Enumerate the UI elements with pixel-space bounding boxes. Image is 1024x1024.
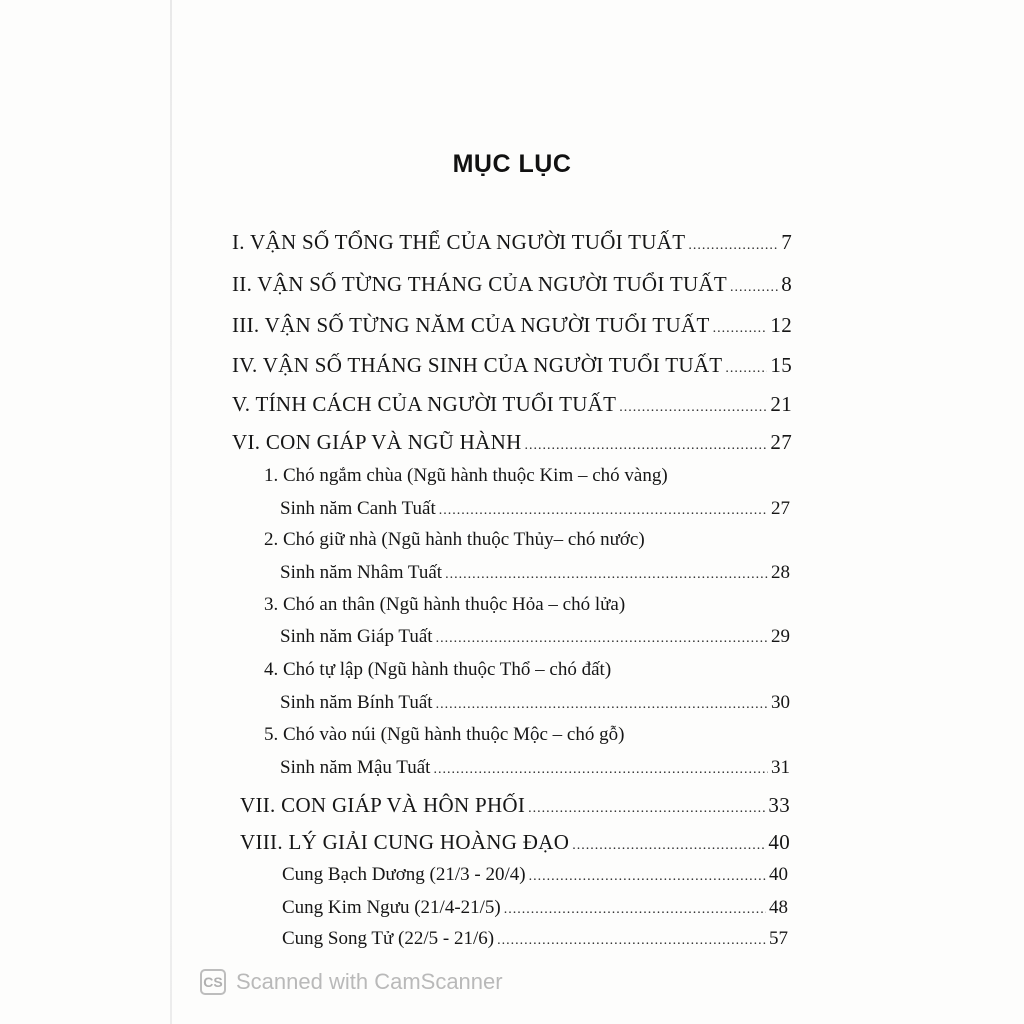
toc-entry-page: 31 bbox=[771, 757, 790, 778]
toc-entry-label: VI. CON GIÁP VÀ NGŨ HÀNH bbox=[232, 430, 522, 454]
toc-leader-dots bbox=[619, 400, 767, 416]
camscanner-logo-icon: CS bbox=[200, 969, 226, 995]
toc-leader-dots bbox=[713, 321, 768, 337]
toc-entry-label: II. VẬN SỐ TỪNG THÁNG CỦA NGƯỜI TUỔI TUẤT bbox=[232, 272, 728, 296]
toc-subentry-heading: 5. Chó vào núi (Ngũ hành thuộc Mộc – chó gỗ) bbox=[264, 724, 625, 745]
toc-entry bbox=[232, 313, 792, 338]
toc-leader-dots bbox=[433, 762, 768, 778]
toc-entry-label: Cung Kim Ngưu (21/4-21/5) bbox=[282, 897, 501, 918]
toc-leader-dots bbox=[436, 697, 768, 713]
toc-entry bbox=[232, 430, 792, 455]
toc-entry-label: V. TÍNH CÁCH CỦA NGƯỜI TUỔI TUẤT bbox=[232, 392, 617, 416]
toc-leader-dots bbox=[436, 631, 768, 647]
toc-subentry-heading: 3. Chó an thân (Ngũ hành thuộc Hỏa – chó lửa) bbox=[264, 594, 626, 615]
toc-leader-dots bbox=[529, 869, 766, 885]
toc-leader-dots bbox=[525, 438, 768, 454]
toc-subentry-heading: 2. Chó giữ nhà (Ngũ hành thuộc Thủy– chó nước) bbox=[264, 529, 645, 550]
toc-leader-dots bbox=[725, 361, 767, 377]
toc-entry-label: VII. CON GIÁP VÀ HÔN PHỐI bbox=[240, 793, 526, 817]
toc-entry bbox=[240, 793, 790, 818]
toc-entry-page: 8 bbox=[781, 272, 792, 296]
toc-subentry bbox=[280, 498, 790, 520]
toc-leader-dots bbox=[688, 238, 778, 254]
toc-leader-dots bbox=[504, 902, 766, 918]
page-title: MỤC LỤC bbox=[452, 150, 572, 178]
toc-entry-page: 12 bbox=[770, 313, 792, 337]
toc-entry-page: 27 bbox=[770, 430, 792, 454]
toc-subentry bbox=[280, 626, 790, 648]
toc-entry-label: Cung Song Tử (22/5 - 21/6) bbox=[282, 928, 495, 949]
toc-entry-label: Cung Bạch Dương (21/3 - 20/4) bbox=[282, 864, 526, 885]
toc-entry bbox=[232, 392, 792, 417]
toc-leader-dots bbox=[730, 280, 778, 296]
watermark-text: Scanned with CamScanner bbox=[236, 969, 503, 994]
toc-entry-label: IV. VẬN SỐ THÁNG SINH CỦA NGƯỜI TUỔI TUẤT bbox=[232, 353, 723, 377]
toc-entry-label: Sinh năm Bính Tuất bbox=[280, 692, 433, 713]
toc-subentry bbox=[282, 928, 788, 950]
toc-entry-label: Sinh năm Mậu Tuất bbox=[280, 757, 431, 778]
camscanner-watermark bbox=[200, 969, 503, 995]
toc-entry bbox=[232, 230, 792, 255]
toc-leader-dots bbox=[445, 567, 768, 583]
toc-leader-dots bbox=[497, 933, 766, 949]
toc-leader-dots bbox=[572, 838, 765, 854]
toc-entry-label: I. VẬN SỐ TỔNG THỂ CỦA NGƯỜI TUỔI TUẤT bbox=[232, 230, 686, 254]
toc-entry-page: 21 bbox=[770, 392, 792, 416]
toc-entry-label: Sinh năm Canh Tuất bbox=[280, 498, 436, 519]
toc-entry-page: 40 bbox=[768, 830, 790, 854]
toc-leader-dots bbox=[439, 503, 768, 519]
toc-entry-page: 30 bbox=[771, 692, 790, 713]
toc-entry-page: 28 bbox=[771, 562, 790, 583]
toc-leader-dots bbox=[528, 801, 765, 817]
toc-subentry-heading: 4. Chó tự lập (Ngũ hành thuộc Thổ – chó đất) bbox=[264, 659, 612, 680]
toc-entry bbox=[232, 272, 792, 297]
toc-entry bbox=[240, 830, 790, 855]
toc-entry-page: 27 bbox=[771, 498, 790, 519]
toc-entry-page: 29 bbox=[771, 626, 790, 647]
toc-entry-label: III. VẬN SỐ TỪNG NĂM CỦA NGƯỜI TUỔI TUẤT bbox=[232, 313, 710, 337]
toc-subentry bbox=[280, 692, 790, 714]
toc-entry-page: 40 bbox=[769, 864, 788, 885]
toc-subentry bbox=[280, 757, 790, 779]
toc-entry-label: VIII. LÝ GIẢI CUNG HOÀNG ĐẠO bbox=[240, 830, 570, 854]
toc-entry-label: Sinh năm Giáp Tuất bbox=[280, 626, 433, 647]
toc-entry-label: Sinh năm Nhâm Tuất bbox=[280, 562, 443, 583]
toc-subentry bbox=[280, 562, 790, 584]
toc-entry-page: 57 bbox=[769, 928, 788, 949]
toc-entry-page: 48 bbox=[769, 897, 788, 918]
toc-subentry bbox=[282, 864, 788, 886]
toc-entry-page: 33 bbox=[768, 793, 790, 817]
toc-entry bbox=[232, 353, 792, 378]
toc-entry-page: 15 bbox=[770, 353, 792, 377]
toc-subentry bbox=[282, 897, 788, 919]
toc-entry-page: 7 bbox=[781, 230, 792, 254]
toc-subentry-heading: 1. Chó ngắm chùa (Ngũ hành thuộc Kim – chó vàng) bbox=[264, 465, 668, 486]
